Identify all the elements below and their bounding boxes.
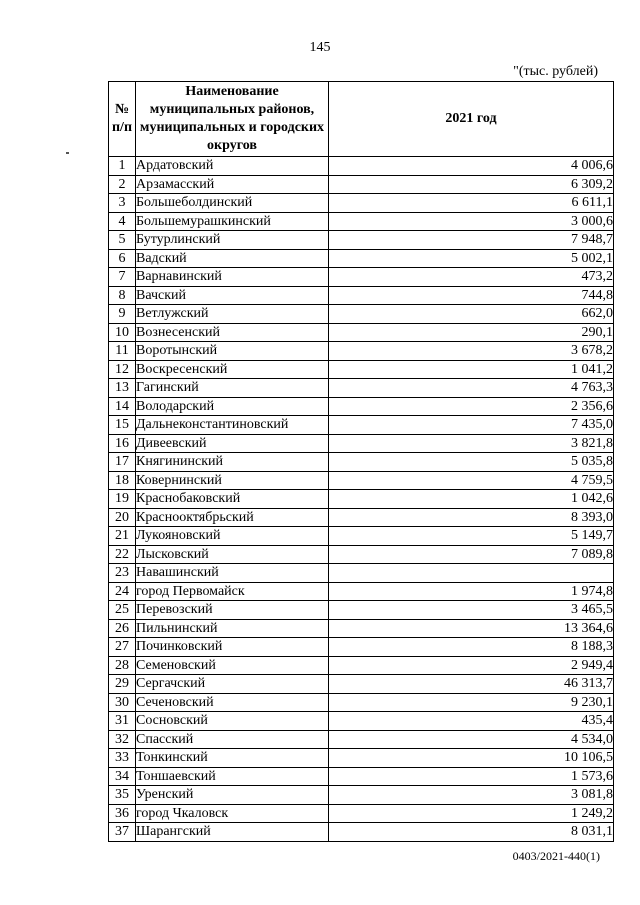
table-row xyxy=(109,323,614,342)
row-number: 18 xyxy=(109,471,136,490)
table-row xyxy=(109,749,614,768)
municipality-name: Краснобаковский xyxy=(136,490,329,509)
row-number: 25 xyxy=(109,601,136,620)
row-number: 22 xyxy=(109,545,136,564)
amount-value: 7 948,7 xyxy=(329,231,614,250)
table-row xyxy=(109,712,614,731)
municipality-name: Сосновский xyxy=(136,712,329,731)
table-row xyxy=(109,434,614,453)
municipality-name: Сергачский xyxy=(136,675,329,694)
amount-value xyxy=(329,564,614,583)
table-row xyxy=(109,379,614,398)
amount-value: 4 534,0 xyxy=(329,730,614,749)
municipality-name: Краснооктябрьский xyxy=(136,508,329,527)
municipality-name: Варнавинский xyxy=(136,268,329,287)
table-row xyxy=(109,268,614,287)
row-number: 30 xyxy=(109,693,136,712)
amount-value: 1 042,6 xyxy=(329,490,614,509)
table-row xyxy=(109,527,614,546)
row-number: 2 xyxy=(109,175,136,194)
row-number: 23 xyxy=(109,564,136,583)
table-row xyxy=(109,416,614,435)
amount-value: 6 309,2 xyxy=(329,175,614,194)
row-number: 29 xyxy=(109,675,136,694)
row-number: 1 xyxy=(109,157,136,176)
amount-value: 8 031,1 xyxy=(329,823,614,842)
table-row xyxy=(109,675,614,694)
municipality-name: Воротынский xyxy=(136,342,329,361)
municipality-name: Тонкинский xyxy=(136,749,329,768)
municipality-name: Вознесенский xyxy=(136,323,329,342)
amount-value: 3 081,8 xyxy=(329,786,614,805)
row-number: 31 xyxy=(109,712,136,731)
table-row xyxy=(109,212,614,231)
municipality-name: Перевозский xyxy=(136,601,329,620)
table-row xyxy=(109,157,614,176)
table-row xyxy=(109,231,614,250)
amount-value: 5 149,7 xyxy=(329,527,614,546)
amount-value: 5 002,1 xyxy=(329,249,614,268)
municipality-name: Володарский xyxy=(136,397,329,416)
row-number: 37 xyxy=(109,823,136,842)
municipality-name: Ардатовский xyxy=(136,157,329,176)
municipality-name: Сеченовский xyxy=(136,693,329,712)
municipality-name: Ковернинский xyxy=(136,471,329,490)
unit-note: "(тыс. рублей) xyxy=(513,64,598,79)
row-number: 20 xyxy=(109,508,136,527)
table-row xyxy=(109,360,614,379)
amount-value: 3 465,5 xyxy=(329,601,614,620)
municipal-funds-table xyxy=(108,81,614,842)
municipality-name: Семеновский xyxy=(136,656,329,675)
municipality-name: Гагинский xyxy=(136,379,329,398)
table-header-row xyxy=(109,82,614,157)
table-row xyxy=(109,656,614,675)
row-number: 35 xyxy=(109,786,136,805)
amount-value: 9 230,1 xyxy=(329,693,614,712)
municipality-name: Починковский xyxy=(136,638,329,657)
municipality-name: Большемурашкинский xyxy=(136,212,329,231)
row-number: 14 xyxy=(109,397,136,416)
margin-mark xyxy=(66,152,69,154)
row-number: 28 xyxy=(109,656,136,675)
municipality-name: Большеболдинский xyxy=(136,194,329,213)
amount-value: 473,2 xyxy=(329,268,614,287)
row-number: 6 xyxy=(109,249,136,268)
row-number: 36 xyxy=(109,804,136,823)
table-row xyxy=(109,582,614,601)
municipality-name: Воскресенский xyxy=(136,360,329,379)
municipality-name: Спасский xyxy=(136,730,329,749)
row-number: 16 xyxy=(109,434,136,453)
amount-value: 1 573,6 xyxy=(329,767,614,786)
row-number: 21 xyxy=(109,527,136,546)
municipality-name: Дальнеконстантиновский xyxy=(136,416,329,435)
row-number: 26 xyxy=(109,619,136,638)
municipality-name: Дивеевский xyxy=(136,434,329,453)
municipality-name: Княгининский xyxy=(136,453,329,472)
row-number: 5 xyxy=(109,231,136,250)
amount-value: 1 041,2 xyxy=(329,360,614,379)
amount-value: 3 000,6 xyxy=(329,212,614,231)
amount-value: 8 188,3 xyxy=(329,638,614,657)
municipality-name: Бутурлинский xyxy=(136,231,329,250)
amount-value: 290,1 xyxy=(329,323,614,342)
table-row xyxy=(109,342,614,361)
table-row xyxy=(109,194,614,213)
row-number: 11 xyxy=(109,342,136,361)
row-number: 10 xyxy=(109,323,136,342)
row-number: 19 xyxy=(109,490,136,509)
table-row xyxy=(109,453,614,472)
row-number: 34 xyxy=(109,767,136,786)
municipality-name: Лысковский xyxy=(136,545,329,564)
header-name: Наименование муниципальных районов, муниципальных и городских округов xyxy=(136,82,329,157)
table-row xyxy=(109,767,614,786)
document-code: 0403/2021-440(1) xyxy=(512,849,600,863)
amount-value: 3 678,2 xyxy=(329,342,614,361)
municipality-name: город Первомайск xyxy=(136,582,329,601)
amount-value: 5 035,8 xyxy=(329,453,614,472)
row-number: 9 xyxy=(109,305,136,324)
amount-value: 1 974,8 xyxy=(329,582,614,601)
table-row xyxy=(109,619,614,638)
municipality-name: Пильнинский xyxy=(136,619,329,638)
row-number: 27 xyxy=(109,638,136,657)
table-row xyxy=(109,249,614,268)
table-row xyxy=(109,286,614,305)
table-row xyxy=(109,305,614,324)
municipality-name: Ветлужский xyxy=(136,305,329,324)
amount-value: 4 759,5 xyxy=(329,471,614,490)
row-number: 24 xyxy=(109,582,136,601)
amount-value: 2 356,6 xyxy=(329,397,614,416)
row-number: 33 xyxy=(109,749,136,768)
table-row xyxy=(109,638,614,657)
row-number: 3 xyxy=(109,194,136,213)
header-value: 2021 год xyxy=(329,82,614,157)
table-row xyxy=(109,804,614,823)
amount-value: 435,4 xyxy=(329,712,614,731)
table-row xyxy=(109,471,614,490)
row-number: 8 xyxy=(109,286,136,305)
table-row xyxy=(109,564,614,583)
amount-value: 7 089,8 xyxy=(329,545,614,564)
amount-value: 10 106,5 xyxy=(329,749,614,768)
amount-value: 1 249,2 xyxy=(329,804,614,823)
page-number: 145 xyxy=(309,40,331,55)
municipality-name: Лукояновский xyxy=(136,527,329,546)
table-row xyxy=(109,601,614,620)
amount-value: 7 435,0 xyxy=(329,416,614,435)
row-number: 7 xyxy=(109,268,136,287)
row-number: 32 xyxy=(109,730,136,749)
municipality-name: Тоншаевский xyxy=(136,767,329,786)
municipality-name: Шарангский xyxy=(136,823,329,842)
amount-value: 13 364,6 xyxy=(329,619,614,638)
municipality-name: Вадский xyxy=(136,249,329,268)
row-number: 15 xyxy=(109,416,136,435)
amount-value: 3 821,8 xyxy=(329,434,614,453)
table-row xyxy=(109,508,614,527)
municipality-name: Навашинский xyxy=(136,564,329,583)
amount-value: 744,8 xyxy=(329,286,614,305)
amount-value: 4 006,6 xyxy=(329,157,614,176)
municipality-name: Вачский xyxy=(136,286,329,305)
row-number: 17 xyxy=(109,453,136,472)
amount-value: 4 763,3 xyxy=(329,379,614,398)
table-row xyxy=(109,175,614,194)
row-number: 13 xyxy=(109,379,136,398)
municipality-name: Арзамасский xyxy=(136,175,329,194)
table-row xyxy=(109,693,614,712)
amount-value: 662,0 xyxy=(329,305,614,324)
row-number: 12 xyxy=(109,360,136,379)
table-row xyxy=(109,730,614,749)
amount-value: 8 393,0 xyxy=(329,508,614,527)
table-row xyxy=(109,397,614,416)
municipality-name: Уренский xyxy=(136,786,329,805)
table-row xyxy=(109,490,614,509)
amount-value: 46 313,7 xyxy=(329,675,614,694)
amount-value: 2 949,4 xyxy=(329,656,614,675)
municipality-name: город Чкаловск xyxy=(136,804,329,823)
row-number: 4 xyxy=(109,212,136,231)
table-row xyxy=(109,823,614,842)
table-row xyxy=(109,545,614,564)
table-row xyxy=(109,786,614,805)
amount-value: 6 611,1 xyxy=(329,194,614,213)
table-body xyxy=(109,157,614,842)
header-num: № п/п xyxy=(109,82,136,157)
